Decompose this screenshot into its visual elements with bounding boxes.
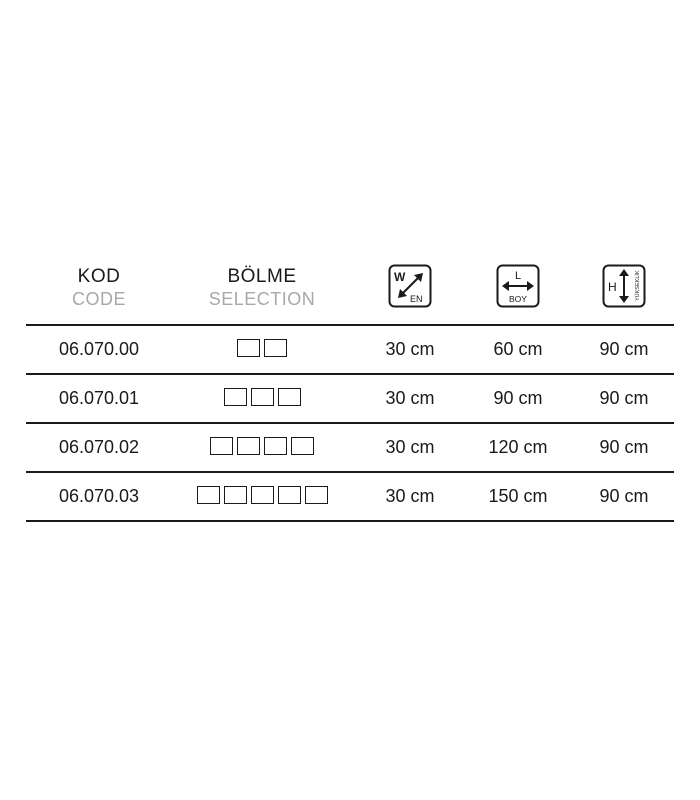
- length-icon: [466, 264, 570, 313]
- width-value: 30 cm: [385, 388, 435, 408]
- length-icon-sub: BOY: [509, 294, 527, 304]
- length-value: 150 cm: [488, 486, 548, 506]
- compartment-boxes: [224, 388, 301, 406]
- compartment-box-icon: [291, 437, 314, 455]
- height-value: 90 cm: [599, 486, 649, 506]
- selection-header: [172, 266, 352, 310]
- code-header: [26, 266, 172, 310]
- selection-header-tr: BÖLME: [227, 266, 297, 287]
- table-header: [26, 258, 674, 326]
- compartment-box-icon: [197, 486, 220, 504]
- code-header-tr: KOD: [77, 266, 121, 287]
- length-value: 90 cm: [493, 388, 543, 408]
- table-row: [26, 375, 674, 424]
- product-code: 06.070.03: [58, 486, 140, 506]
- table-row: [26, 473, 674, 522]
- compartment-boxes: [237, 339, 287, 357]
- compartment-box-icon: [224, 486, 247, 504]
- compartment-boxes: [210, 437, 314, 455]
- compartment-box-icon: [264, 339, 287, 357]
- compartment-box-icon: [251, 388, 274, 406]
- compartment-box-icon: [237, 339, 260, 357]
- product-code: 06.070.01: [58, 388, 140, 408]
- height-icon: [574, 264, 674, 313]
- compartment-box-icon: [264, 437, 287, 455]
- compartment-selection: [172, 326, 352, 373]
- table-body: [26, 326, 674, 522]
- width-icon-letter: W: [394, 270, 406, 284]
- height-value: 90 cm: [599, 388, 649, 408]
- compartment-selection: [172, 473, 352, 520]
- height-value: 90 cm: [599, 437, 649, 457]
- compartment-box-icon: [305, 486, 328, 504]
- compartment-boxes: [197, 486, 328, 504]
- compartment-box-icon: [278, 486, 301, 504]
- length-icon-letter: L: [514, 270, 522, 282]
- product-code: 06.070.00: [58, 339, 140, 359]
- compartment-selection: [172, 375, 352, 422]
- product-spec-table: [26, 258, 674, 522]
- compartment-box-icon: [224, 388, 247, 406]
- code-header-en: CODE: [71, 289, 126, 309]
- product-code: 06.070.02: [58, 437, 140, 457]
- table-row: [26, 424, 674, 473]
- width-icon: [360, 264, 460, 313]
- table-row: [26, 326, 674, 375]
- compartment-box-icon: [237, 437, 260, 455]
- compartment-box-icon: [278, 388, 301, 406]
- height-icon-sub: YÜKSEKLİK: [635, 270, 641, 301]
- height-icon-letter: H: [608, 280, 617, 294]
- selection-header-en: SELECTION: [208, 289, 316, 309]
- width-icon-sub: EN: [410, 294, 423, 304]
- compartment-box-icon: [210, 437, 233, 455]
- length-value: 60 cm: [493, 339, 543, 359]
- height-value: 90 cm: [599, 339, 649, 359]
- width-value: 30 cm: [385, 339, 435, 359]
- compartment-selection: [172, 424, 352, 471]
- width-value: 30 cm: [385, 437, 435, 457]
- compartment-box-icon: [251, 486, 274, 504]
- width-value: 30 cm: [385, 486, 435, 506]
- length-value: 120 cm: [488, 437, 548, 457]
